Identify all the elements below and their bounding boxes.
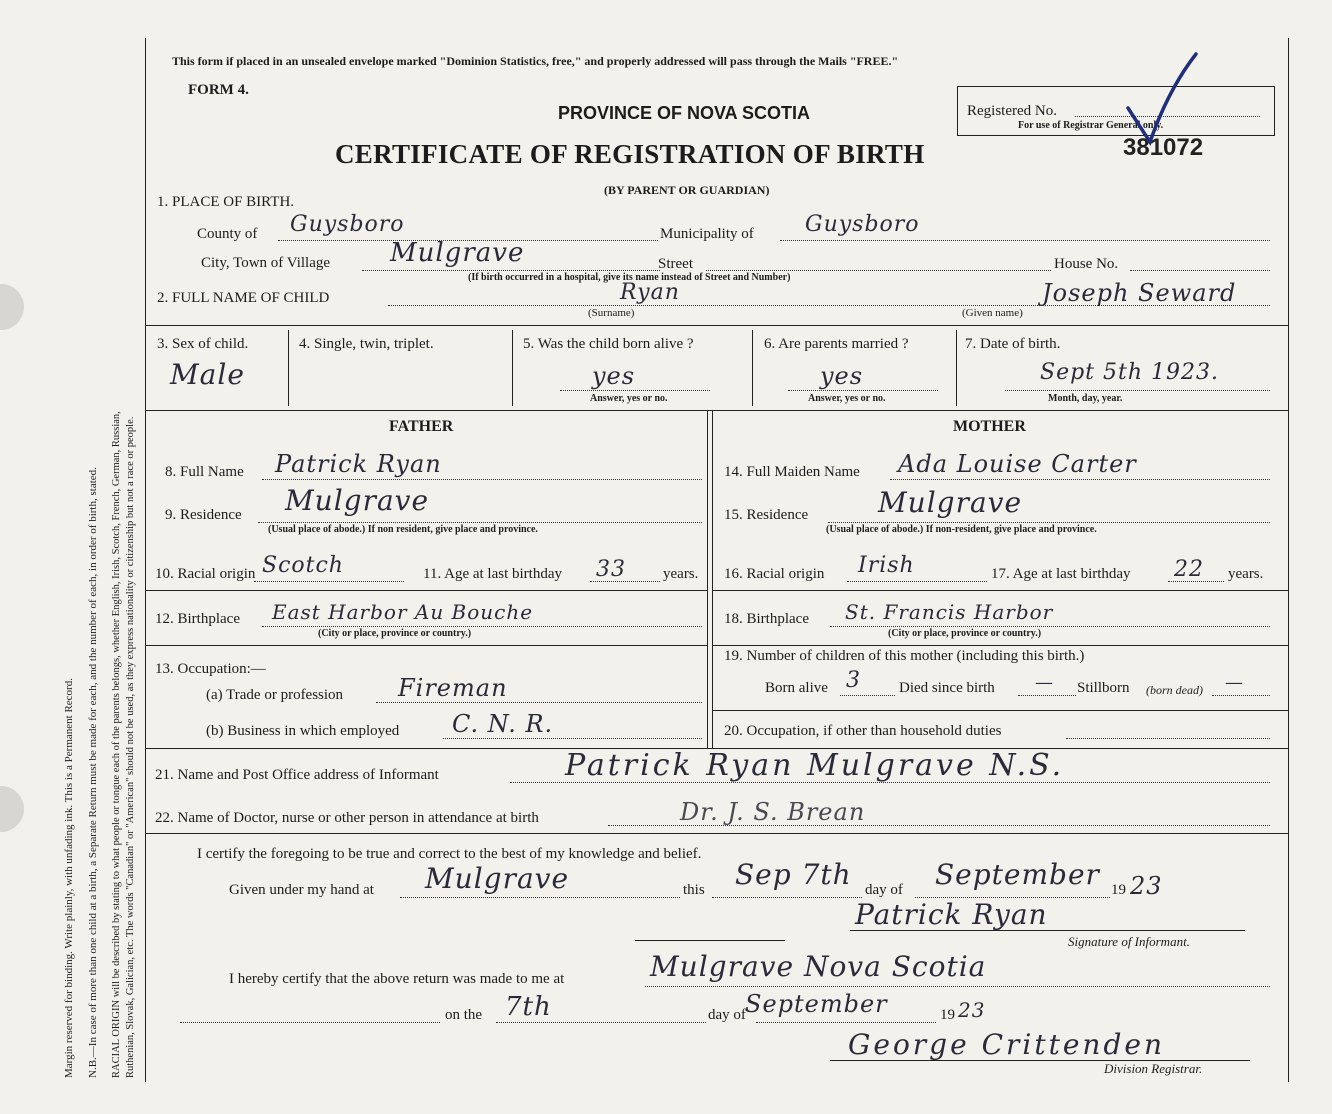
father-racial-value: Scotch bbox=[262, 553, 344, 578]
municipality-line bbox=[780, 240, 1270, 241]
registrar-month-value: September bbox=[745, 990, 888, 1018]
divider-4-5 bbox=[512, 330, 513, 406]
registrar-year-prefix: 19 bbox=[940, 1007, 955, 1023]
informant-signature: Patrick Ryan bbox=[855, 898, 1048, 931]
father-business-label: (b) Business in which employed bbox=[206, 723, 400, 739]
form-left-border bbox=[145, 38, 146, 1082]
mother-residence-line bbox=[828, 522, 1270, 523]
born-alive-count-line bbox=[840, 695, 895, 696]
father-name-line bbox=[262, 479, 702, 480]
attendant-label: 22. Name of Doctor, nurse or other person in attendance at birth bbox=[155, 810, 539, 826]
mother-residence-value: Mulgrave bbox=[878, 486, 1023, 519]
year-value: 23 bbox=[1130, 872, 1163, 900]
registrar-use-note: For use of Registrar General only. bbox=[1018, 120, 1164, 131]
father-racial-label: 10. Racial origin bbox=[155, 566, 256, 582]
father-birthplace-label: 12. Birthplace bbox=[155, 611, 240, 627]
mother-heading: MOTHER bbox=[953, 418, 1026, 435]
city-value: Mulgrave bbox=[390, 238, 525, 268]
rule-registrar-separator bbox=[635, 940, 785, 941]
informant-signature-line bbox=[850, 930, 1245, 931]
father-occupation-label: 13. Occupation:— bbox=[155, 661, 266, 677]
form-number: FORM 4. bbox=[188, 82, 249, 98]
on-the-value: 7th bbox=[505, 992, 552, 1022]
sex-value: Male bbox=[170, 358, 245, 391]
registrar-place-line bbox=[645, 986, 1270, 987]
mother-residence-label: 15. Residence bbox=[724, 507, 809, 523]
on-the-label: on the bbox=[445, 1007, 483, 1023]
margin-note-racial-origin: RACIAL ORIGIN will be described by stating to what people or tongue each of the parents belongs, whether English, Irish, Scotch, French, German, Russian, bbox=[111, 411, 122, 1078]
registrar-month-line bbox=[756, 1022, 936, 1023]
house-number-label: House No. bbox=[1054, 256, 1119, 272]
province-heading: PROVINCE OF NOVA SCOTIA bbox=[558, 103, 811, 123]
father-racial-line bbox=[254, 581, 404, 582]
binding-hole-top bbox=[0, 284, 24, 330]
mother-age-value: 22 bbox=[1174, 557, 1204, 582]
city-line bbox=[362, 270, 660, 271]
place-of-birth-heading: 1. PLACE OF BIRTH. bbox=[157, 194, 295, 210]
stillborn-value: — bbox=[1225, 672, 1244, 693]
mother-name-line bbox=[890, 479, 1270, 480]
mother-age-label: 17. Age at last birthday bbox=[991, 566, 1131, 582]
municipality-value: Guysboro bbox=[805, 212, 920, 237]
street-line bbox=[706, 270, 1051, 271]
mother-age-years: years. bbox=[1228, 566, 1264, 582]
child-given-name-value: Joseph Seward bbox=[1042, 279, 1237, 307]
mother-name-value: Ada Louise Carter bbox=[898, 450, 1137, 478]
checkmark-icon bbox=[1120, 50, 1200, 150]
rule-child-row-top bbox=[145, 325, 1288, 326]
stillborn-note: (born dead) bbox=[1146, 683, 1203, 697]
parents-married-label: 6. Are parents married ? bbox=[764, 336, 909, 352]
rule-parents-top bbox=[145, 410, 1288, 411]
this-day-value: Sep 7th bbox=[735, 858, 852, 891]
given-place-value: Mulgrave bbox=[425, 862, 570, 895]
margin-note-binding: Margin reserved for binding. Write plainly, with unfading ink. This is a Permanent Record. bbox=[63, 678, 75, 1078]
stillborn-label: Stillborn bbox=[1077, 680, 1130, 696]
died-since-birth-line bbox=[1018, 695, 1076, 696]
father-age-value: 33 bbox=[596, 557, 626, 582]
date-of-birth-value: Sept 5th 1923. bbox=[1040, 360, 1219, 385]
child-name-label: 2. FULL NAME OF CHILD bbox=[157, 290, 330, 306]
child-surname-value: Ryan bbox=[620, 280, 680, 305]
registered-number-label: Registered No. bbox=[967, 103, 1057, 119]
county-value: Guysboro bbox=[290, 212, 405, 237]
mother-racial-value: Irish bbox=[858, 553, 915, 578]
father-trade-label: (a) Trade or profession bbox=[206, 687, 344, 703]
divider-3-4 bbox=[288, 330, 289, 406]
divider-father-mother-double bbox=[712, 410, 713, 748]
registrar-leader-line bbox=[180, 1022, 440, 1023]
born-alive-count-label: Born alive bbox=[765, 680, 828, 696]
father-residence-caption: (Usual place of abode.) If non resident, give place and province. bbox=[268, 524, 538, 535]
sex-label: 3. Sex of child. bbox=[157, 336, 249, 352]
year-prefix: 19 bbox=[1111, 882, 1126, 898]
mail-notice: This form if placed in an unsealed envelope marked "Dominion Statistics, free," and properly addressed will pass through the Mails "FREE." bbox=[172, 54, 899, 68]
mother-occupation-line bbox=[1066, 738, 1270, 739]
rule-father-birthplace bbox=[145, 590, 707, 591]
form-right-border bbox=[1288, 38, 1289, 1082]
informant-label: 21. Name and Post Office address of Informant bbox=[155, 767, 439, 783]
this-line bbox=[712, 897, 862, 898]
given-under-hand-label: Given under my hand at bbox=[229, 882, 374, 898]
registrar-certification: I hereby certify that the above return was made to me at bbox=[229, 971, 565, 987]
date-of-birth-caption: Month, day, year. bbox=[1048, 393, 1123, 404]
rule-mother-children bbox=[712, 645, 1288, 646]
children-count-label: 19. Number of children of this mother (including this birth.) bbox=[724, 648, 1085, 664]
registrar-day-of-label: day of bbox=[708, 1007, 746, 1023]
mother-racial-label: 16. Racial origin bbox=[724, 566, 825, 582]
margin-note-multiple-births: N.B.—In case of more than one child at a birth, a Separate Return must be made for each, and the number of each, in order of birth, stated. bbox=[87, 467, 99, 1078]
this-label: this bbox=[683, 882, 705, 898]
died-since-birth-label: Died since birth bbox=[899, 680, 995, 696]
mother-racial-line bbox=[847, 581, 987, 582]
mother-birthplace-label: 18. Birthplace bbox=[724, 611, 809, 627]
father-residence-value: Mulgrave bbox=[285, 484, 430, 517]
surname-caption: (Surname) bbox=[588, 307, 635, 319]
given-place-line bbox=[400, 897, 680, 898]
parents-married-caption: Answer, yes or no. bbox=[808, 393, 886, 404]
street-label: Street bbox=[658, 256, 693, 272]
rule-certification-top bbox=[145, 833, 1288, 834]
on-the-line bbox=[496, 1022, 706, 1023]
father-name-label: 8. Full Name bbox=[165, 464, 244, 480]
born-alive-count-value: 3 bbox=[846, 668, 861, 693]
mother-birthplace-value: St. Francis Harbor bbox=[845, 600, 1054, 624]
registrar-year-value: 23 bbox=[958, 998, 986, 1022]
registered-number-stamp: 381072 bbox=[1123, 134, 1204, 161]
parents-married-value: yes bbox=[820, 362, 864, 390]
died-since-birth-value: — bbox=[1035, 672, 1054, 693]
municipality-label: Municipality of bbox=[660, 226, 754, 242]
rule-mother-occupation bbox=[712, 710, 1288, 711]
father-business-line bbox=[443, 738, 702, 739]
father-trade-value: Fireman bbox=[398, 674, 508, 702]
page-subtitle: (BY PARENT OR GUARDIAN) bbox=[604, 183, 770, 197]
multiple-birth-label: 4. Single, twin, triplet. bbox=[299, 336, 434, 352]
registrar-place-value: Mulgrave Nova Scotia bbox=[650, 950, 987, 983]
stillborn-line bbox=[1212, 695, 1270, 696]
divider-5-6 bbox=[752, 330, 753, 406]
father-age-label: 11. Age at last birthday bbox=[423, 566, 562, 582]
rule-father-occupation bbox=[145, 645, 707, 646]
father-trade-line bbox=[376, 702, 702, 703]
mother-occupation-label: 20. Occupation, if other than household duties bbox=[724, 723, 1002, 739]
given-name-caption: (Given name) bbox=[962, 307, 1023, 319]
parents-married-line bbox=[788, 390, 938, 391]
margin-note-racial-origin-cont: Ruthenian, Slovak, Galician, etc. The words "Canadian" or "American" should not be used, as they express nationality or citizenship but not a race or people. bbox=[125, 416, 136, 1078]
born-alive-caption: Answer, yes or no. bbox=[590, 393, 668, 404]
father-heading: FATHER bbox=[389, 418, 454, 435]
mother-birthplace-line bbox=[830, 626, 1270, 627]
month-value: September bbox=[935, 858, 1100, 891]
mother-residence-caption: (Usual place of abode.) If non-resident, give place and province. bbox=[826, 524, 1097, 535]
father-birthplace-caption: (City or place, province or country.) bbox=[318, 628, 472, 639]
informant-signature-caption: Signature of Informant. bbox=[1068, 934, 1190, 949]
father-name-value: Patrick Ryan bbox=[275, 450, 442, 478]
rule-mother-birthplace bbox=[712, 590, 1288, 591]
born-alive-line bbox=[560, 390, 710, 391]
binding-hole-bottom bbox=[0, 786, 24, 832]
born-alive-label: 5. Was the child born alive ? bbox=[523, 336, 694, 352]
divider-father-mother bbox=[707, 410, 708, 748]
father-birthplace-line bbox=[262, 626, 702, 627]
mother-birthplace-caption: (City or place, province or country.) bbox=[888, 628, 1042, 639]
registrar-signature: George Crittenden bbox=[848, 1028, 1165, 1061]
date-of-birth-label: 7. Date of birth. bbox=[965, 336, 1061, 352]
father-business-value: C. N. R. bbox=[452, 710, 554, 738]
hospital-note: (If birth occurred in a hospital, give its name instead of Street and Number) bbox=[468, 272, 791, 283]
registrar-signature-caption: Division Registrar. bbox=[1104, 1061, 1203, 1076]
county-label: County of bbox=[197, 226, 258, 242]
page-title: CERTIFICATE OF REGISTRATION OF BIRTH bbox=[335, 139, 925, 169]
father-age-years: years. bbox=[663, 566, 699, 582]
city-label: City, Town of Village bbox=[201, 255, 331, 271]
informant-value: Patrick Ryan Mulgrave N.S. bbox=[565, 748, 1065, 783]
attendant-value: Dr. J. S. Brean bbox=[680, 798, 866, 826]
father-residence-line bbox=[258, 522, 702, 523]
house-number-line bbox=[1130, 270, 1270, 271]
mother-name-label: 14. Full Maiden Name bbox=[724, 464, 860, 480]
day-of-label: day of bbox=[865, 882, 903, 898]
born-alive-value: yes bbox=[592, 362, 636, 390]
date-of-birth-line bbox=[1005, 390, 1270, 391]
father-residence-label: 9. Residence bbox=[165, 507, 242, 523]
divider-6-7 bbox=[956, 330, 957, 406]
father-birthplace-value: East Harbor Au Bouche bbox=[272, 600, 534, 624]
informant-certification: I certify the foregoing to be true and correct to the best of my knowledge and belief. bbox=[197, 846, 702, 862]
